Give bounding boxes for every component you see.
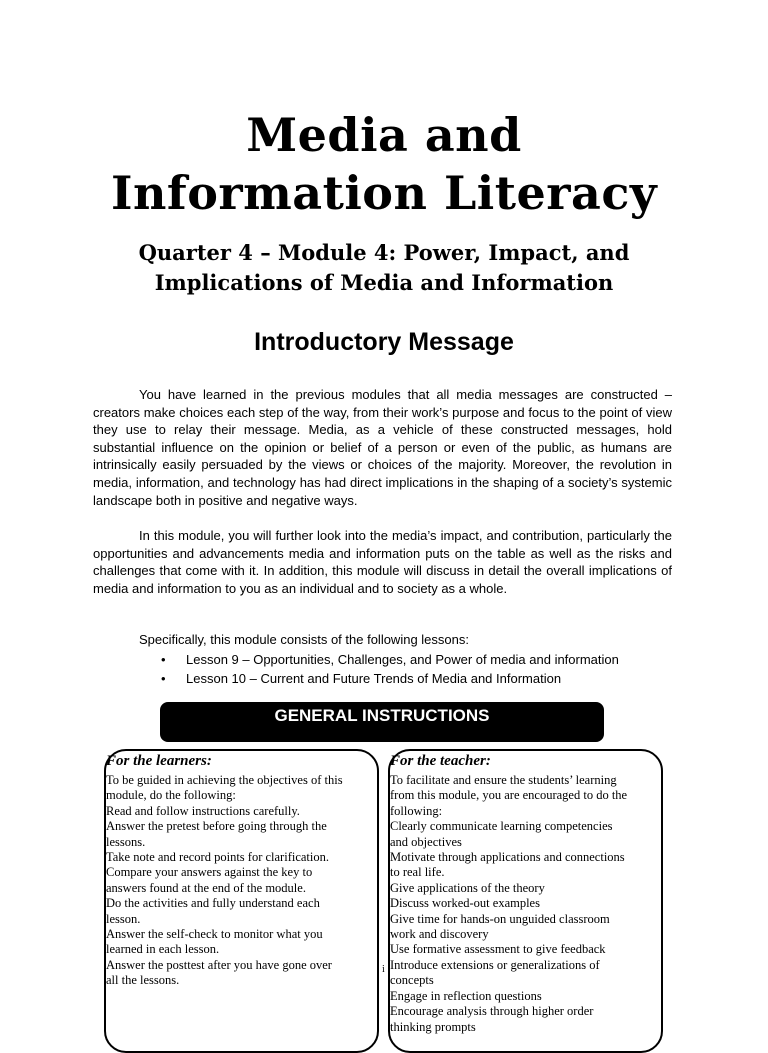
instruction-line: Clearly communicate learning competencies [390, 819, 613, 834]
instruction-line: Compare your answers against the key to [106, 865, 313, 880]
instruction-line: Give time for hands-on unguided classroom [390, 911, 610, 926]
instruction-line: Read and follow instructions carefully. [106, 803, 300, 818]
instruction-line: Give applications of the theory [390, 880, 545, 895]
instruction-line: following: [390, 803, 443, 818]
intro-paragraph-2: In this module, you will further look into the media’s impact, and contribution, particularly the opportunities and advancements media and information puts on the table as well as the risks and challenges that come with it. In addition, this module will discuss in detail the overall implications of media and information to you as an individual and to society as a whole. [93, 528, 672, 596]
instruction-line: To be guided in achieving the objectives of this [106, 773, 343, 787]
instruction-line: Take note and record points for clarification. [106, 850, 329, 865]
instruction-line: Answer the pretest before going through the [106, 819, 327, 834]
teacher-heading: For the teacher: [390, 753, 491, 769]
instruction-line: Answer the self-check to monitor what you [106, 927, 323, 942]
subtitle-line-1: Quarter 4 – Module 4: Power, Impact, and [138, 240, 630, 265]
bullet-icon: • [161, 652, 166, 667]
instruction-line: Introduce extensions or generalizations of [390, 957, 600, 972]
instruction-line: thinking prompts [390, 1019, 476, 1034]
lesson-label: Lesson 10 – Current and Future Trends of Media and Information [186, 671, 562, 686]
instruction-line: answers found at the end of the module. [106, 880, 306, 895]
intro-paragraph-1: You have learned in the previous modules that all media messages are constructed – creators make choices each step of the way, from their work’s purpose and focus to the point of view they use to relay their message. Media, as a vehicle of these constructed messages, hold substantial influence on the opinion or belief of a person or even of the public, as humans are intrinsically easily persuaded by the views or choices of the majority. Moreover, the revolution in media, information, and technology has had direct implications in the shaping of a society’s systemic landscape both in positive and negative ways. [93, 387, 672, 508]
learners-instructions [106, 773, 377, 989]
list-item [161, 671, 619, 690]
lessons-list [161, 652, 619, 690]
teacher-instructions [390, 773, 661, 1035]
instruction-line: Do the activities and fully understand each [106, 896, 320, 911]
instruction-line: work and discovery [390, 927, 489, 942]
instruction-line: To facilitate and ensure the students’ learning [390, 773, 617, 787]
learners-heading: For the learners: [106, 753, 212, 769]
instruction-line: Use formative assessment to give feedback [390, 942, 606, 957]
instruction-line: learned in each lesson. [106, 942, 220, 957]
instruction-line: lesson. [106, 911, 141, 926]
instruction-line: to real life. [390, 865, 445, 880]
list-item [161, 652, 619, 671]
instruction-line: all the lessons. [106, 973, 180, 988]
document-title [0, 106, 768, 222]
instruction-line: Encourage analysis through higher order [390, 1004, 594, 1019]
module-subtitle [0, 238, 768, 298]
instruction-line: module, do the following: [106, 788, 236, 803]
learners-instructions-box [104, 749, 379, 1053]
title-line-1: Media and [246, 108, 522, 162]
instruction-line: Answer the posttest after you have gone over [106, 957, 332, 972]
instruction-line: Motivate through applications and connections [390, 850, 625, 865]
instruction-line: Discuss worked-out examples [390, 896, 540, 911]
instruction-line: lessons. [106, 834, 146, 849]
subtitle-line-2: Implications of Media and Information [154, 270, 614, 295]
bullet-icon: • [161, 671, 166, 686]
instruction-line: and objectives [390, 834, 462, 849]
page-number: i [382, 964, 385, 975]
section-heading: Introductory Message [254, 328, 514, 356]
lesson-label: Lesson 9 – Opportunities, Challenges, and Power of media and information [186, 652, 619, 667]
instruction-line: Engage in reflection questions [390, 988, 542, 1003]
general-instructions-banner: GENERAL INSTRUCTIONS [160, 702, 604, 742]
title-line-2: Information Literacy [110, 166, 658, 220]
instruction-line: from this module, you are encouraged to do the [390, 788, 628, 803]
lessons-intro: Specifically, this module consists of the following lessons: [139, 632, 469, 647]
instruction-line: concepts [390, 973, 434, 988]
teacher-instructions-box [388, 749, 663, 1053]
